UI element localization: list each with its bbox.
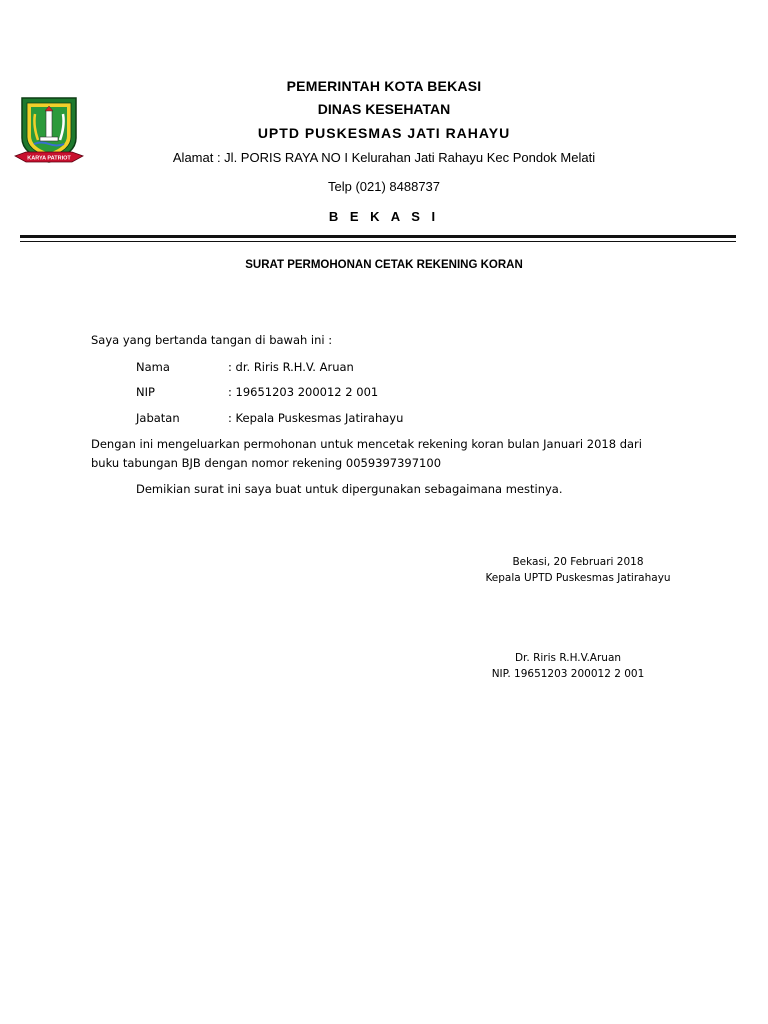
- letterhead-divider-thin: [20, 241, 736, 242]
- letterhead-unit: UPTD PUSKESMAS JATI RAHAYU: [257, 125, 511, 141]
- letterhead-address: Alamat : Jl. PORIS RAYA NO I Kelurahan Jati Rahayu Kec Pondok Melati: [172, 150, 596, 165]
- signature-nip: NIP. 19651203 200012 2 001: [491, 668, 645, 680]
- field-label-nip: NIP: [136, 385, 155, 399]
- signature-name: Dr. Riris R.H.V.Aruan: [514, 652, 622, 664]
- letterhead-phone: Telp (021) 8488737: [327, 179, 441, 194]
- intro-text: Saya yang bertanda tangan di bawah ini :: [91, 333, 333, 347]
- letterhead-department: DINAS KESEHATAN: [317, 101, 451, 117]
- field-value-nama: : dr. Riris R.H.V. Aruan: [228, 360, 354, 374]
- request-paragraph-line2: buku tabungan BJB dengan nomor rekening 0059397397100: [91, 456, 442, 470]
- signature-place-date: Bekasi, 20 Februari 2018: [512, 556, 644, 568]
- closing-text: Demikian surat ini saya buat untuk dipergunakan sebagaimana mestinya.: [136, 482, 563, 496]
- document-title: SURAT PERMOHONAN CETAK REKENING KORAN: [245, 259, 523, 271]
- field-value-jabatan: : Kepala Puskesmas Jatirahayu: [228, 411, 404, 425]
- letterhead-government: PEMERINTAH KOTA BEKASI: [286, 78, 482, 94]
- letterhead-divider-thick: [20, 235, 736, 238]
- field-label-jabatan: Jabatan: [136, 411, 180, 425]
- request-paragraph-line1: Dengan ini mengeluarkan permohonan untuk mencetak rekening koran bulan Januari 2018 dari: [91, 437, 642, 451]
- signature-position: Kepala UPTD Puskesmas Jatirahayu: [485, 572, 671, 584]
- field-label-nama: Nama: [136, 360, 170, 374]
- field-value-nip: : 19651203 200012 2 001: [228, 385, 379, 399]
- logo-motto: KARYA PATRIOT: [27, 155, 71, 162]
- letterhead-city: B E K A S I: [328, 209, 440, 224]
